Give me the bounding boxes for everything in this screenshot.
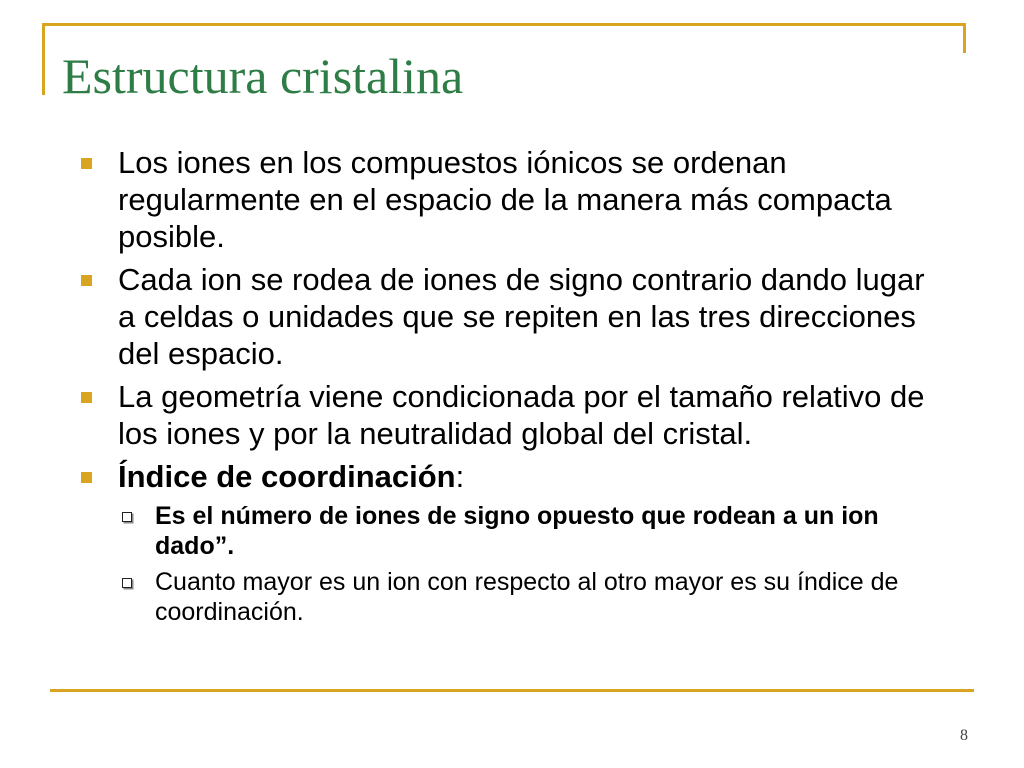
hollow-square-bullet-icon: [122, 578, 132, 588]
bullet-text: Los iones en los compuestos iónicos se ordenan regularmente en el espacio de la manera más compacta posible.: [118, 145, 892, 254]
square-bullet-icon: [81, 392, 92, 403]
square-bullet-icon: [81, 158, 92, 169]
bullet-text: Cada ion se rodea de iones de signo contrario dando lugar a celdas o unidades que se repiten en las tres direcciones del espacio.: [118, 262, 925, 371]
sub-bullet-item: [78, 567, 938, 627]
bullet-list: [78, 144, 938, 633]
frame-left-line: [42, 23, 45, 95]
frame-right-line: [963, 23, 966, 53]
page-number: 8: [960, 727, 968, 744]
bullet-item: [78, 261, 938, 372]
bullet-text-suffix: :: [455, 459, 465, 494]
bullet-text-bold: Índice de coordinación: [118, 459, 456, 494]
sub-bullet-item: [78, 501, 938, 561]
slide-title: Estructura cristalina: [62, 48, 464, 104]
sub-bullet-text: Es el número de iones de signo opuesto que rodean a un ion dado”.: [155, 502, 879, 560]
bullet-item: [78, 144, 938, 255]
frame-top-line: [42, 23, 966, 26]
sub-bullet-text: Cuanto mayor es un ion con respecto al otro mayor es su índice de coordinación.: [155, 568, 899, 626]
square-bullet-icon: [81, 275, 92, 286]
frame-bottom-line: [50, 689, 974, 692]
hollow-square-bullet-icon: [122, 512, 132, 522]
bullet-text: La geometría viene condicionada por el tamaño relativo de los iones y por la neutralidad global del cristal.: [118, 379, 925, 451]
bullet-item: [78, 378, 938, 452]
square-bullet-icon: [81, 472, 92, 483]
bullet-item: [78, 458, 938, 495]
